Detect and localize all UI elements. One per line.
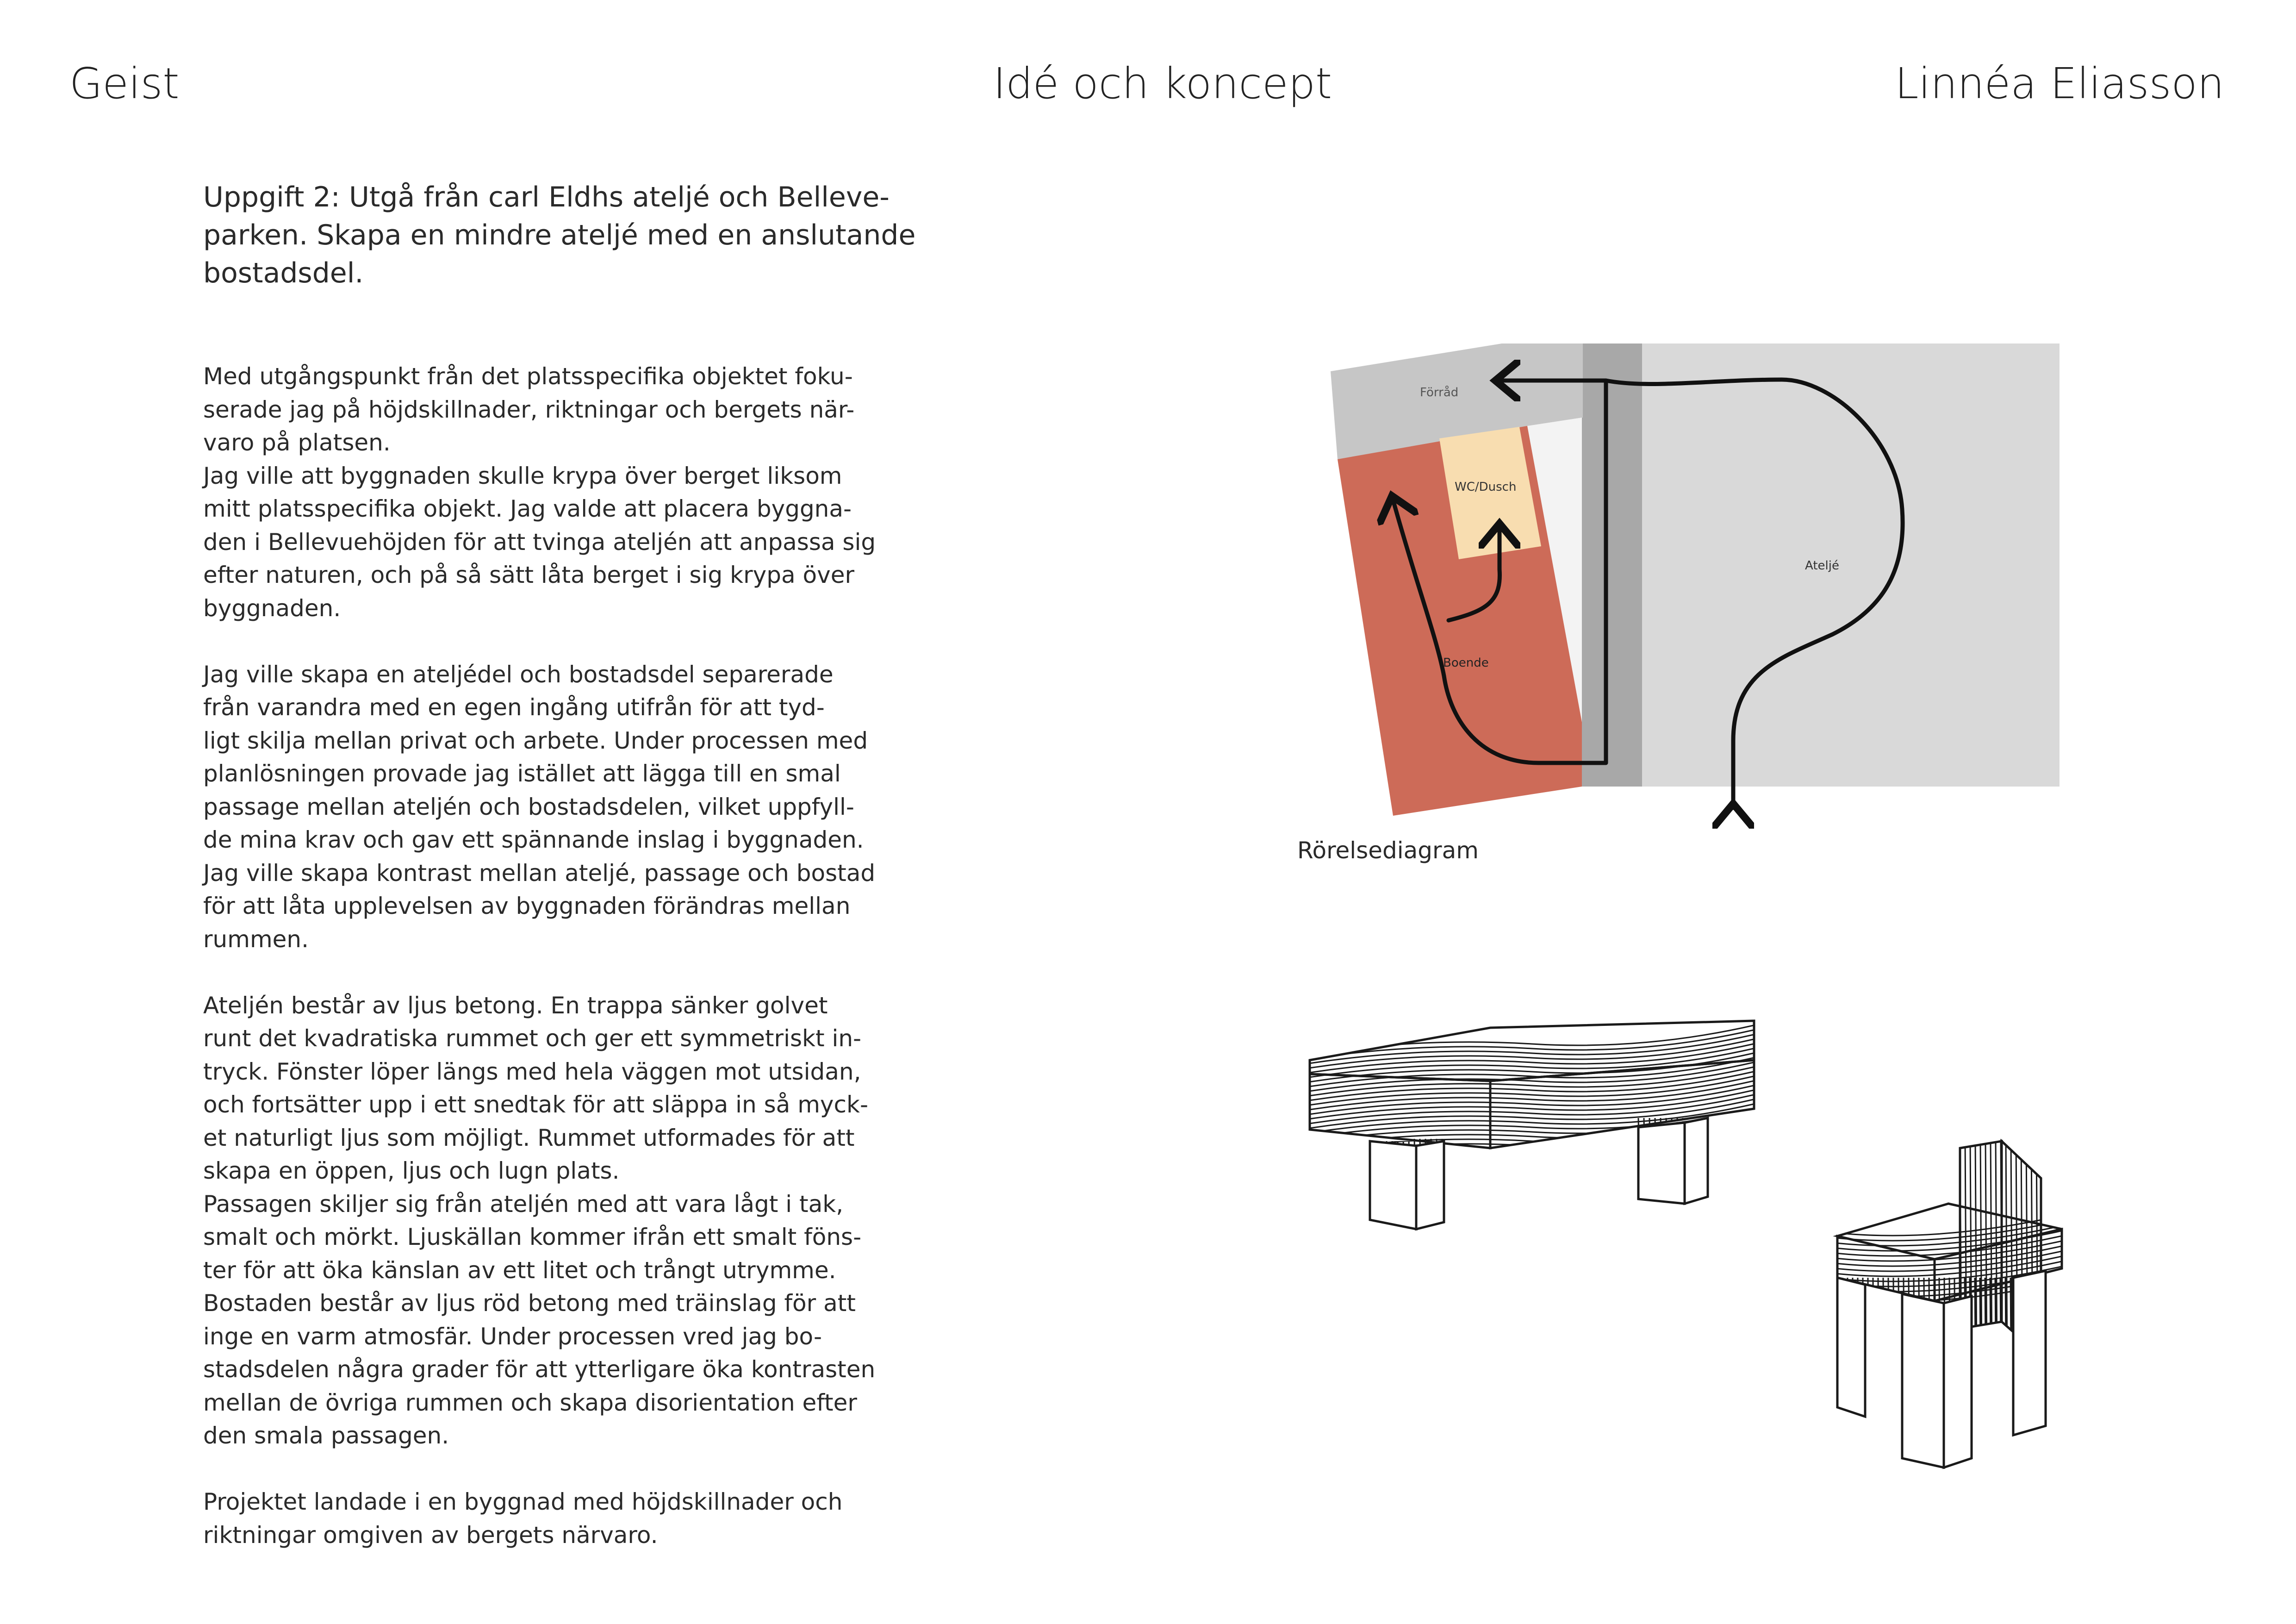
bench-leg-right-side xyxy=(1685,1118,1708,1204)
text-line: Jag ville skapa en ateljédel och bostadsdel separerade xyxy=(203,661,834,688)
chair-grain-line xyxy=(1898,1278,1900,1472)
author-name: Linnéa Eliasson xyxy=(1895,59,2224,108)
chair-grain-line xyxy=(1893,1278,1895,1472)
text-line: planlösningen provade jag istället att lägga till en smal xyxy=(203,760,841,787)
chair-grain-line xyxy=(1873,1278,1874,1472)
paragraph-conclusion xyxy=(203,1486,925,1552)
passage-area xyxy=(1582,344,1642,787)
chair-grain-line xyxy=(1888,1278,1890,1472)
label-studio: Ateljé xyxy=(1805,559,1839,573)
chair-leg-front-right xyxy=(1902,1294,1944,1468)
task-line: bostadsdel. xyxy=(203,257,364,289)
task-line: parken. Skapa en mindre ateljé med en anslutande xyxy=(203,219,916,251)
section-title: Idé och koncept xyxy=(993,59,1332,108)
text-line: mellan de övriga rummen och skapa disorientation efter xyxy=(203,1389,857,1416)
text-line: och fortsätter upp i ett snedtak för att släppa in så myck- xyxy=(203,1091,868,1118)
text-line: den i Bellevuehöjden för att tvinga ateljén att anpassa sig xyxy=(203,528,876,556)
text-line: Passagen skiljer sig från ateljén med att vara lågt i tak, xyxy=(203,1190,844,1218)
paragraph-materials xyxy=(203,989,925,1453)
text-line: serade jag på höjdskillnader, riktningar och bergets när- xyxy=(203,396,855,423)
text-line: Jag ville att byggnaden skulle krypa över berget liksom xyxy=(203,462,842,489)
label-living: Boende xyxy=(1443,656,1489,670)
text-line: et naturligt ljus som möjligt. Rummet utformades för att xyxy=(203,1124,855,1151)
text-line: passage mellan ateljén och bostadsdelen, vilket uppfyll- xyxy=(203,793,854,820)
text-line: de mina krav och gav ett spännande inslag i byggnaden. xyxy=(203,826,864,853)
label-storage: Förråd xyxy=(1420,386,1459,400)
project-name: Geist xyxy=(69,59,180,108)
text-line: tryck. Fönster löper längs med hela väggen mot utsidan, xyxy=(203,1058,861,1085)
chair-grain-line xyxy=(1868,1278,1869,1472)
text-line: Projektet landade i en byggnad med höjdskillnader och xyxy=(203,1488,843,1515)
text-line: efter naturen, och på så sätt låta berget i sig krypa över xyxy=(203,562,855,588)
paragraph-gap xyxy=(203,1453,925,1486)
text-line: för att låta upplevelsen av byggnaden förändras mellan xyxy=(203,893,851,919)
bench-leg-right xyxy=(1638,1123,1685,1204)
text-line: Med utgångspunkt från det platsspecifika objektet foku- xyxy=(203,363,853,390)
chair-grain-line xyxy=(1883,1278,1885,1472)
chair-grain-line xyxy=(1991,1139,1992,1361)
text-line: varo på platsen. xyxy=(203,429,391,456)
text-line: den smala passagen. xyxy=(203,1422,449,1449)
task-statement xyxy=(203,178,925,292)
text-line: Jag ville skapa kontrast mellan ateljé, passage och bostad xyxy=(203,859,876,887)
chair-leg-front-right-side xyxy=(1944,1296,1972,1468)
movement-diagram xyxy=(1310,338,2078,829)
text-line: Ateljén består av ljus betong. En trappa sänker golvet xyxy=(203,992,828,1019)
body-text xyxy=(203,360,925,1552)
task-line: Uppgift 2: Utgå från carl Eldhs ateljé och Belleve- xyxy=(203,181,890,213)
chair-grain-line xyxy=(1996,1139,1997,1361)
text-line: skapa en öppen, ljus och lugn plats. xyxy=(203,1157,620,1184)
text-line: stadsdelen några grader för att ytterligare öka kontrasten xyxy=(203,1356,876,1383)
text-line: byggnaden. xyxy=(203,594,341,622)
text-line: mitt platsspecifika objekt. Jag valde att placera byggna- xyxy=(203,495,852,522)
text-line: Bostaden består av ljus röd betong med träinslag för att xyxy=(203,1290,856,1317)
label-wc: WC/Dusch xyxy=(1455,480,1517,494)
paragraph-gap xyxy=(203,956,925,989)
text-line: ligt skilja mellan privat och arbete. Under processen med xyxy=(203,727,868,754)
bench-leg-left-side xyxy=(1416,1141,1444,1229)
text-line: inge en varm atmosfär. Under processen vred jag bo- xyxy=(203,1323,822,1350)
paragraph-gap xyxy=(203,625,925,658)
bench-leg-left xyxy=(1370,1141,1416,1229)
diagram-caption: Rörelsediagram xyxy=(1297,837,1479,864)
chair-grain-line xyxy=(1878,1278,1879,1472)
text-line: riktningar omgiven av bergets närvaro. xyxy=(203,1521,658,1549)
text-line: ter för att öka känslan av ett litet och trångt utrymme. xyxy=(203,1256,836,1284)
text-line: smalt och mörkt. Ljuskällan kommer ifrån ett smalt föns- xyxy=(203,1224,862,1250)
text-line: rummen. xyxy=(203,925,309,953)
chair-leg-front-left xyxy=(1837,1278,1865,1417)
chair-illustration xyxy=(1796,1139,2147,1500)
text-line: runt det kvadratiska rummet och ger ett symmetriskt in- xyxy=(203,1025,862,1052)
bench-illustration xyxy=(1300,1009,1763,1268)
text-line: från varandra med en egen ingång utifrån för att tyd- xyxy=(203,694,825,721)
paragraph-separation xyxy=(203,658,925,956)
chair-leg-back-right xyxy=(2013,1271,2046,1435)
paragraph-concept xyxy=(203,360,925,625)
